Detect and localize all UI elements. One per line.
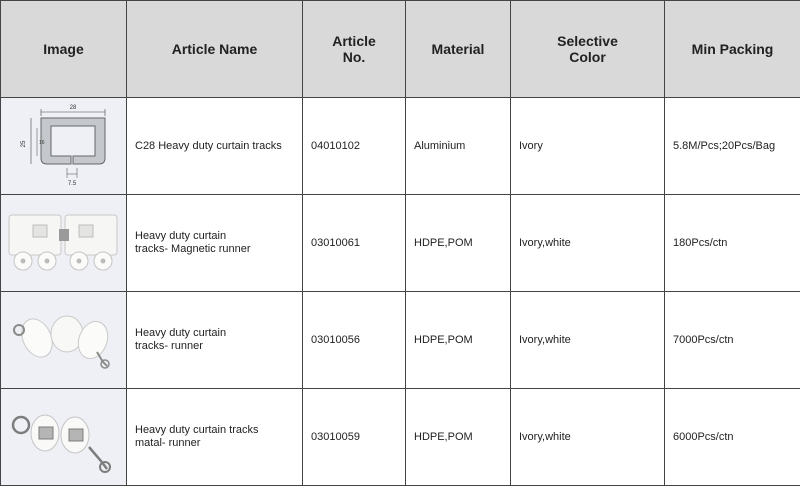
product-image-cell [1, 389, 127, 486]
header-article-no: Article No. [303, 1, 406, 98]
article-name-cell: Heavy duty curtain tracks matal- runner [127, 389, 303, 486]
magnetic-runner-photo [1, 195, 126, 291]
header-selective-color: Selective Color [511, 1, 665, 98]
table-row [1, 195, 800, 292]
packing-cell: 180Pcs/ctn [665, 195, 800, 292]
material-cell: Aluminium [406, 98, 511, 195]
packing-cell: 7000Pcs/ctn [665, 292, 800, 389]
material-cell: HDPE,POM [406, 292, 511, 389]
product-image-cell [1, 98, 127, 195]
color-cell: Ivory,white [511, 292, 665, 389]
metal-runner-photo [1, 389, 126, 485]
article-name-cell: Heavy duty curtain tracks- Magnetic runner [127, 195, 303, 292]
table-row [1, 98, 800, 195]
height-dimension-label: 25 [21, 140, 27, 148]
material-cell: HDPE,POM [406, 195, 511, 292]
header-row [1, 1, 800, 98]
article-name-cell: Heavy duty curtain tracks- runner [127, 292, 303, 389]
width-dimension-label: 28 [69, 105, 77, 111]
article-no-cell: 04010102 [303, 98, 406, 195]
article-no-cell: 03010061 [303, 195, 406, 292]
packing-cell: 6000Pcs/ctn [665, 389, 800, 486]
color-cell: Ivory,white [511, 389, 665, 486]
color-cell: Ivory,white [511, 195, 665, 292]
material-cell: HDPE,POM [406, 389, 511, 486]
header-material: Material [406, 1, 511, 98]
article-no-cell: 03010056 [303, 292, 406, 389]
product-image-cell [1, 195, 127, 292]
article-name-cell: C28 Heavy duty curtain tracks [127, 98, 303, 195]
inner-dimension-label: 16 [39, 140, 45, 146]
track-profile-drawing [1, 98, 126, 194]
color-cell: Ivory [511, 98, 665, 195]
packing-cell: 5.8M/Pcs;20Pcs/Bag [665, 98, 800, 195]
table-row [1, 292, 800, 389]
article-no-cell: 03010059 [303, 389, 406, 486]
product-image-cell [1, 292, 127, 389]
gap-dimension-label: 7.5 [67, 181, 77, 187]
table-row [1, 389, 800, 486]
header-image: Image [1, 1, 127, 98]
header-min-packing: Min Packing [665, 1, 800, 98]
runner-photo [1, 292, 126, 388]
header-article-name: Article Name [127, 1, 303, 98]
